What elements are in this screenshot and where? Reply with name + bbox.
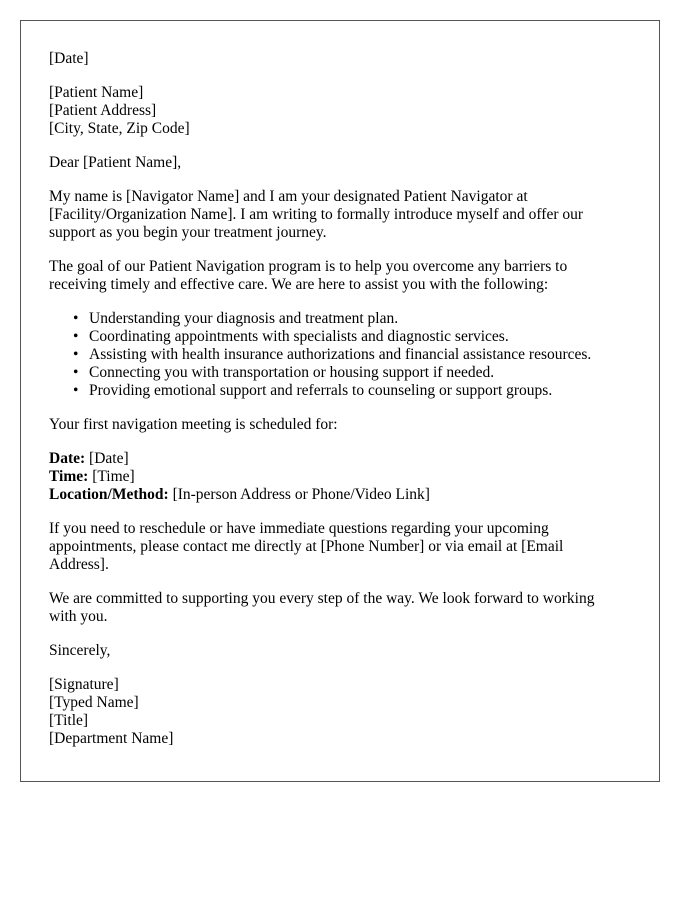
- goal-paragraph: [49, 258, 631, 294]
- recipient-name: [Patient Name]: [49, 84, 144, 101]
- salutation: [49, 154, 631, 172]
- service-text: Providing emotional support and referrals to counseling or support groups.: [89, 382, 553, 399]
- salutation-text: Dear [Patient Name],: [49, 154, 182, 171]
- intro-line: [Facility/Organization Name]. I am writing to formally introduce myself and offer our: [49, 206, 584, 223]
- contact-line: If you need to reschedule or have immediate questions regarding your upcoming: [49, 520, 549, 537]
- recipient-city-state-zip: [City, State, Zip Code]: [49, 120, 190, 137]
- meeting-time-value: [Time]: [88, 468, 135, 485]
- title-line: [Title]: [49, 712, 89, 729]
- list-item: [73, 346, 631, 364]
- intro-line: My name is [Navigator Name] and I am your designated Patient Navigator at: [49, 188, 528, 205]
- goal-line: The goal of our Patient Navigation program is to help you overcome any barriers to: [49, 258, 568, 275]
- list-item: [73, 310, 631, 328]
- services-list: [49, 310, 631, 400]
- contact-line: Address].: [49, 556, 109, 573]
- meeting-location-label: Location/Method:: [49, 486, 169, 503]
- contact-line: appointments, please contact me directly at [Phone Number] or via email at [Email: [49, 538, 564, 555]
- meeting-location-row: [49, 486, 631, 504]
- meeting-time-row: [49, 468, 631, 486]
- bullet-icon: •: [73, 364, 79, 381]
- meeting-intro: [49, 416, 631, 434]
- meeting-location-value: [In-person Address or Phone/Video Link]: [168, 486, 430, 503]
- signature-line: [Signature]: [49, 676, 119, 693]
- bullet-icon: •: [73, 346, 79, 363]
- bullet-icon: •: [73, 382, 79, 399]
- letter-date: [49, 50, 631, 68]
- typed-name-line: [Typed Name]: [49, 694, 139, 711]
- date-text: [Date]: [49, 50, 89, 67]
- sign-off: [49, 642, 631, 660]
- signature-block: [49, 676, 631, 748]
- sign-off-text: Sincerely,: [49, 642, 111, 659]
- meeting-date-row: [49, 450, 631, 468]
- meeting-details: [49, 450, 631, 504]
- recipient-address-block: [49, 84, 631, 138]
- service-text: Assisting with health insurance authorizations and financial assistance resources.: [89, 346, 592, 363]
- bullet-icon: •: [73, 328, 79, 345]
- meeting-time-label: Time:: [49, 468, 89, 485]
- closing-line: We are committed to supporting you every step of the way. We look forward to working: [49, 590, 595, 607]
- meeting-date-label: Date:: [49, 450, 86, 467]
- meeting-intro-text: Your first navigation meeting is scheduled for:: [49, 416, 338, 433]
- bullet-icon: •: [73, 310, 79, 327]
- recipient-address: [Patient Address]: [49, 102, 157, 119]
- intro-line: support as you begin your treatment journey.: [49, 224, 327, 241]
- service-text: Coordinating appointments with specialists and diagnostic services.: [89, 328, 509, 345]
- list-item: [73, 382, 631, 400]
- letter-page: [20, 20, 660, 782]
- service-text: Understanding your diagnosis and treatment plan.: [89, 310, 399, 327]
- intro-paragraph: [49, 188, 631, 242]
- closing-line: with you.: [49, 608, 108, 625]
- contact-paragraph: [49, 520, 631, 574]
- goal-line: receiving timely and effective care. We are here to assist you with the following:: [49, 276, 549, 293]
- meeting-date-value: [Date]: [85, 450, 129, 467]
- list-item: [73, 328, 631, 346]
- service-text: Connecting you with transportation or housing support if needed.: [89, 364, 495, 381]
- list-item: [73, 364, 631, 382]
- department-line: [Department Name]: [49, 730, 174, 747]
- closing-paragraph: [49, 590, 631, 626]
